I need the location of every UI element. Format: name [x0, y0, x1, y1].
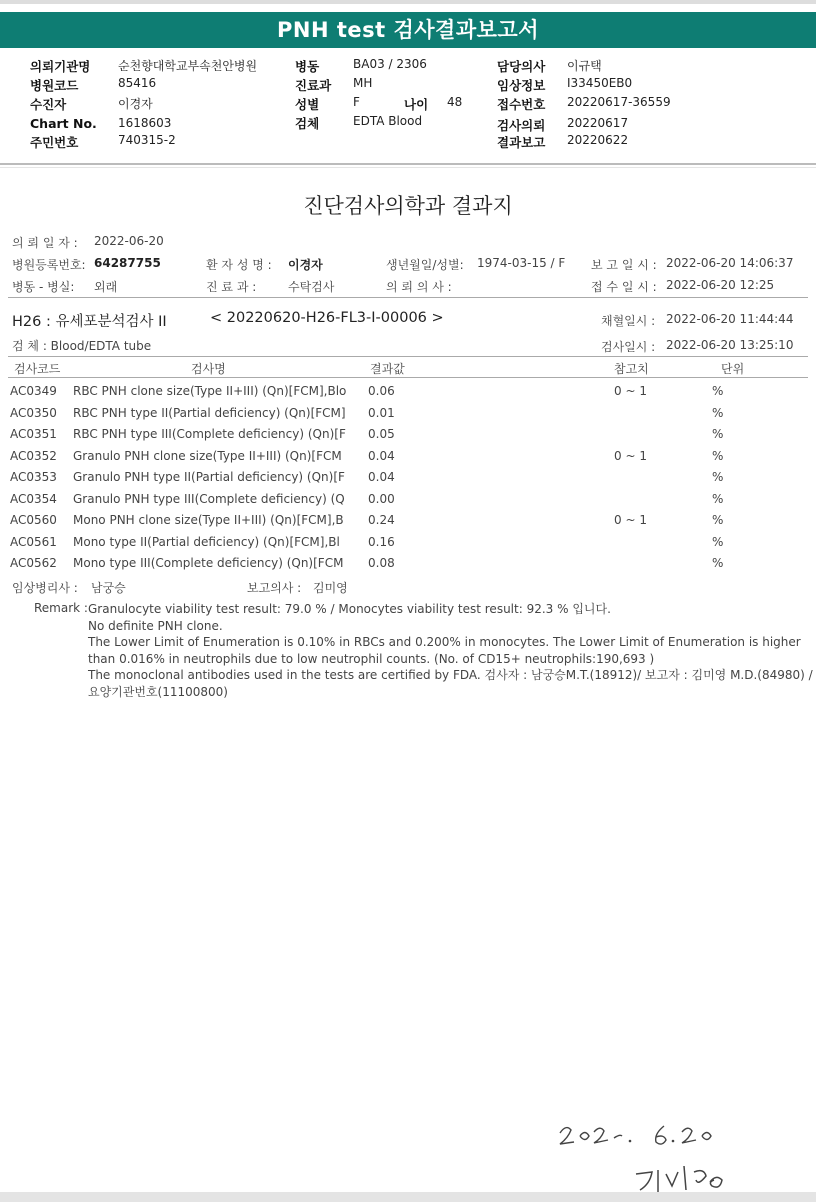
row-test-name: RBC PNH clone size(Type II+III) (Qn)[FCM],Blo: [73, 384, 347, 398]
patient-value: 이경자: [118, 97, 153, 111]
test-time-value: 2022-06-20 13:25:10: [666, 338, 794, 352]
hosp-code-value: 85416: [118, 76, 157, 90]
info-divider: [8, 297, 808, 298]
table-row: [0, 492, 816, 512]
table-row: [0, 449, 816, 469]
dept-value: MH: [353, 76, 373, 90]
row-result: 0.04: [368, 448, 395, 463]
col-header-name: 검사명: [191, 362, 226, 376]
report-date-label: 결과보고: [497, 135, 546, 150]
clinic-dept-label: 진 료 과 :: [206, 280, 257, 294]
barcode-number: < 20220620-H26-FL3-I-00006 >: [210, 310, 444, 326]
row-test-name: Granulo PNH type III(Complete deficiency) (Q: [73, 491, 345, 506]
row-code: AC0350: [10, 405, 57, 420]
receipt-value: 20220617-36559: [567, 95, 671, 109]
row-unit: %: [712, 384, 724, 398]
sex-label: 성별: [295, 97, 320, 112]
table-header-divider: [8, 377, 808, 378]
row-code: AC0562: [10, 556, 57, 570]
birth-value: 1974-03-15 / F: [477, 256, 566, 270]
doctor-value: 이규택: [567, 59, 602, 73]
row-unit: %: [712, 513, 724, 527]
col-header-unit: 단위: [721, 362, 745, 376]
request-value: 20220617: [567, 116, 629, 130]
clinic-dept-value: 수탁검사: [288, 280, 335, 294]
receipt-time-value: 2022-06-20 12:25: [666, 278, 775, 292]
row-code: AC0354: [10, 491, 57, 506]
patient-name-value: 이경자: [288, 258, 323, 272]
remark-text: [88, 601, 813, 701]
ward-value: BA03 / 2306: [353, 57, 427, 71]
row-unit: %: [712, 556, 724, 570]
specimen-value: EDTA Blood: [353, 114, 423, 128]
report-title: PNH test 검사결과보고서: [0, 12, 816, 48]
request-date-value: 2022-06-20: [94, 234, 164, 248]
remark-line: The Lower Limit of Enumeration is 0.10% in RBCs and 0.200% in monocytes. The Lower Limit of Enumeration is higher: [88, 635, 801, 650]
chart-no-label: Chart No.: [30, 116, 97, 131]
row-result: 0.00: [368, 491, 395, 506]
rrn-label: 주민번호: [30, 135, 79, 150]
row-unit: %: [712, 448, 724, 463]
reporter-label: 보고의사 :: [247, 581, 302, 595]
row-result: 0.01: [368, 405, 395, 420]
table-row: [0, 556, 816, 576]
age-value: 48: [447, 95, 463, 109]
table-row: [0, 535, 816, 555]
birth-label: 생년월일/성별:: [386, 258, 464, 272]
remark-line: The monoclonal antibodies used in the tests are certified by FDA. 검사자 : 남궁승M.T.(18912)/ 보고자 : 김미영 M.D.(84980) /: [88, 668, 813, 683]
doctor-label: 담당의사: [497, 59, 546, 74]
row-code: AC0560: [10, 513, 57, 527]
document-title: 진단검사의학과 결과지: [303, 194, 513, 218]
row-ref: 0 ~ 1: [614, 513, 647, 527]
row-code: AC0351: [10, 427, 57, 441]
remark-line: No definite PNH clone.: [88, 618, 223, 633]
col-header-code: 검사코드: [14, 362, 61, 376]
row-unit: %: [712, 427, 724, 441]
ward-room-value: 외래: [94, 280, 118, 294]
row-code: AC0349: [10, 384, 57, 398]
col-header-ref: 참고치: [614, 362, 649, 376]
collect-time-value: 2022-06-20 11:44:44: [666, 312, 794, 326]
pathologist-value: 남궁승: [91, 581, 126, 595]
row-test-name: RBC PNH type II(Partial deficiency) (Qn)[FCM]: [73, 405, 346, 420]
request-label: 검사의뢰: [497, 118, 546, 133]
hosp-code-label: 병원코드: [30, 78, 79, 93]
header-divider-shadow: [0, 167, 816, 168]
test-time-label: 검사일시 :: [601, 340, 656, 354]
collect-time-label: 채혈일시 :: [601, 314, 656, 328]
row-result: 0.05: [368, 427, 395, 441]
row-result: 0.24: [368, 513, 395, 527]
age-label: 나이: [404, 97, 429, 112]
table-row: [0, 470, 816, 490]
receipt-label: 접수번호: [497, 97, 546, 112]
table-top-divider: [8, 356, 808, 357]
row-result: 0.16: [368, 534, 395, 549]
remark-line: 요양기관번호(11100800): [88, 684, 228, 699]
handwritten-signature: [632, 1160, 732, 1196]
row-unit: %: [712, 470, 724, 484]
handwritten-date: [556, 1120, 716, 1152]
table-row: [0, 427, 816, 447]
reg-no-label: 병원등록번호:: [12, 258, 86, 272]
section-title: H26 : 유세포분석검사 II: [12, 314, 167, 330]
row-unit: %: [712, 405, 724, 420]
reporter-value: 김미영: [313, 581, 348, 595]
row-ref: 0 ~ 1: [614, 448, 647, 463]
receipt-time-label: 접 수 일 시 :: [591, 280, 657, 294]
ward-room-label: 병동 - 병실:: [12, 280, 75, 294]
remark-line: Granulocyte viability test result: 79.0 % / Monocytes viability test result: 92.3 % 입니다.: [88, 602, 611, 616]
clinical-value: I33450EB0: [567, 76, 633, 90]
row-code: AC0353: [10, 470, 57, 484]
row-test-name: Mono type II(Partial deficiency) (Qn)[FCM],Bl: [73, 534, 340, 549]
request-doctor-label: 의 뢰 의 사 :: [386, 280, 452, 294]
table-row: [0, 513, 816, 533]
ward-label: 병동: [295, 59, 320, 74]
remark-line: than 0.016% in neutrophils due to low neutrophil counts. (No. of CD15+ neutrophils:190,693 ): [88, 651, 655, 666]
row-test-name: Mono type III(Complete deficiency) (Qn)[FCM: [73, 556, 344, 570]
patient-name-label: 환 자 성 명 :: [206, 258, 272, 272]
row-ref: 0 ~ 1: [614, 384, 647, 398]
bottom-edge: [0, 1192, 816, 1202]
report-time-label: 보 고 일 시 :: [591, 258, 657, 272]
row-test-name: Granulo PNH type II(Partial deficiency) (Qn)[F: [73, 470, 345, 484]
row-test-name: Granulo PNH clone size(Type II+III) (Qn)[FCM: [73, 448, 342, 463]
row-test-name: Mono PNH clone size(Type II+III) (Qn)[FCM],B: [73, 513, 344, 527]
row-result: 0.08: [368, 556, 395, 570]
report-date-value: 20220622: [567, 133, 629, 147]
hospital-label: 의뢰기관명: [30, 59, 91, 74]
reg-no-value: 64287755: [94, 256, 161, 270]
report-time-value: 2022-06-20 14:06:37: [666, 256, 794, 270]
table-row: [0, 384, 816, 404]
row-code: AC0561: [10, 534, 57, 549]
row-unit: %: [712, 534, 724, 549]
row-code: AC0352: [10, 448, 57, 463]
specimen-line: 검 체 : Blood/EDTA tube: [12, 339, 152, 353]
col-header-result: 결과값: [370, 362, 405, 376]
table-row: [0, 406, 816, 426]
row-test-name: RBC PNH type III(Complete deficiency) (Qn)[F: [73, 427, 346, 441]
request-date-label: 의 뢰 일 자 :: [12, 236, 78, 250]
dept-label: 진료과: [295, 78, 332, 93]
clinical-label: 임상정보: [497, 78, 546, 93]
row-result: 0.06: [368, 384, 395, 398]
sex-value: F: [353, 95, 360, 109]
specimen-label: 검체: [295, 116, 320, 131]
patient-label: 수진자: [30, 97, 67, 112]
header-divider: [0, 163, 816, 165]
rrn-value: 740315-2: [118, 133, 176, 147]
pathologist-label: 임상병리사 :: [12, 581, 78, 595]
hospital-value: 순천향대학교부속천안병원: [118, 59, 258, 73]
row-result: 0.04: [368, 470, 395, 484]
remark-label: Remark :: [34, 601, 88, 615]
chart-no-value: 1618603: [118, 116, 172, 130]
row-unit: %: [712, 491, 724, 506]
top-edge: [0, 0, 816, 4]
